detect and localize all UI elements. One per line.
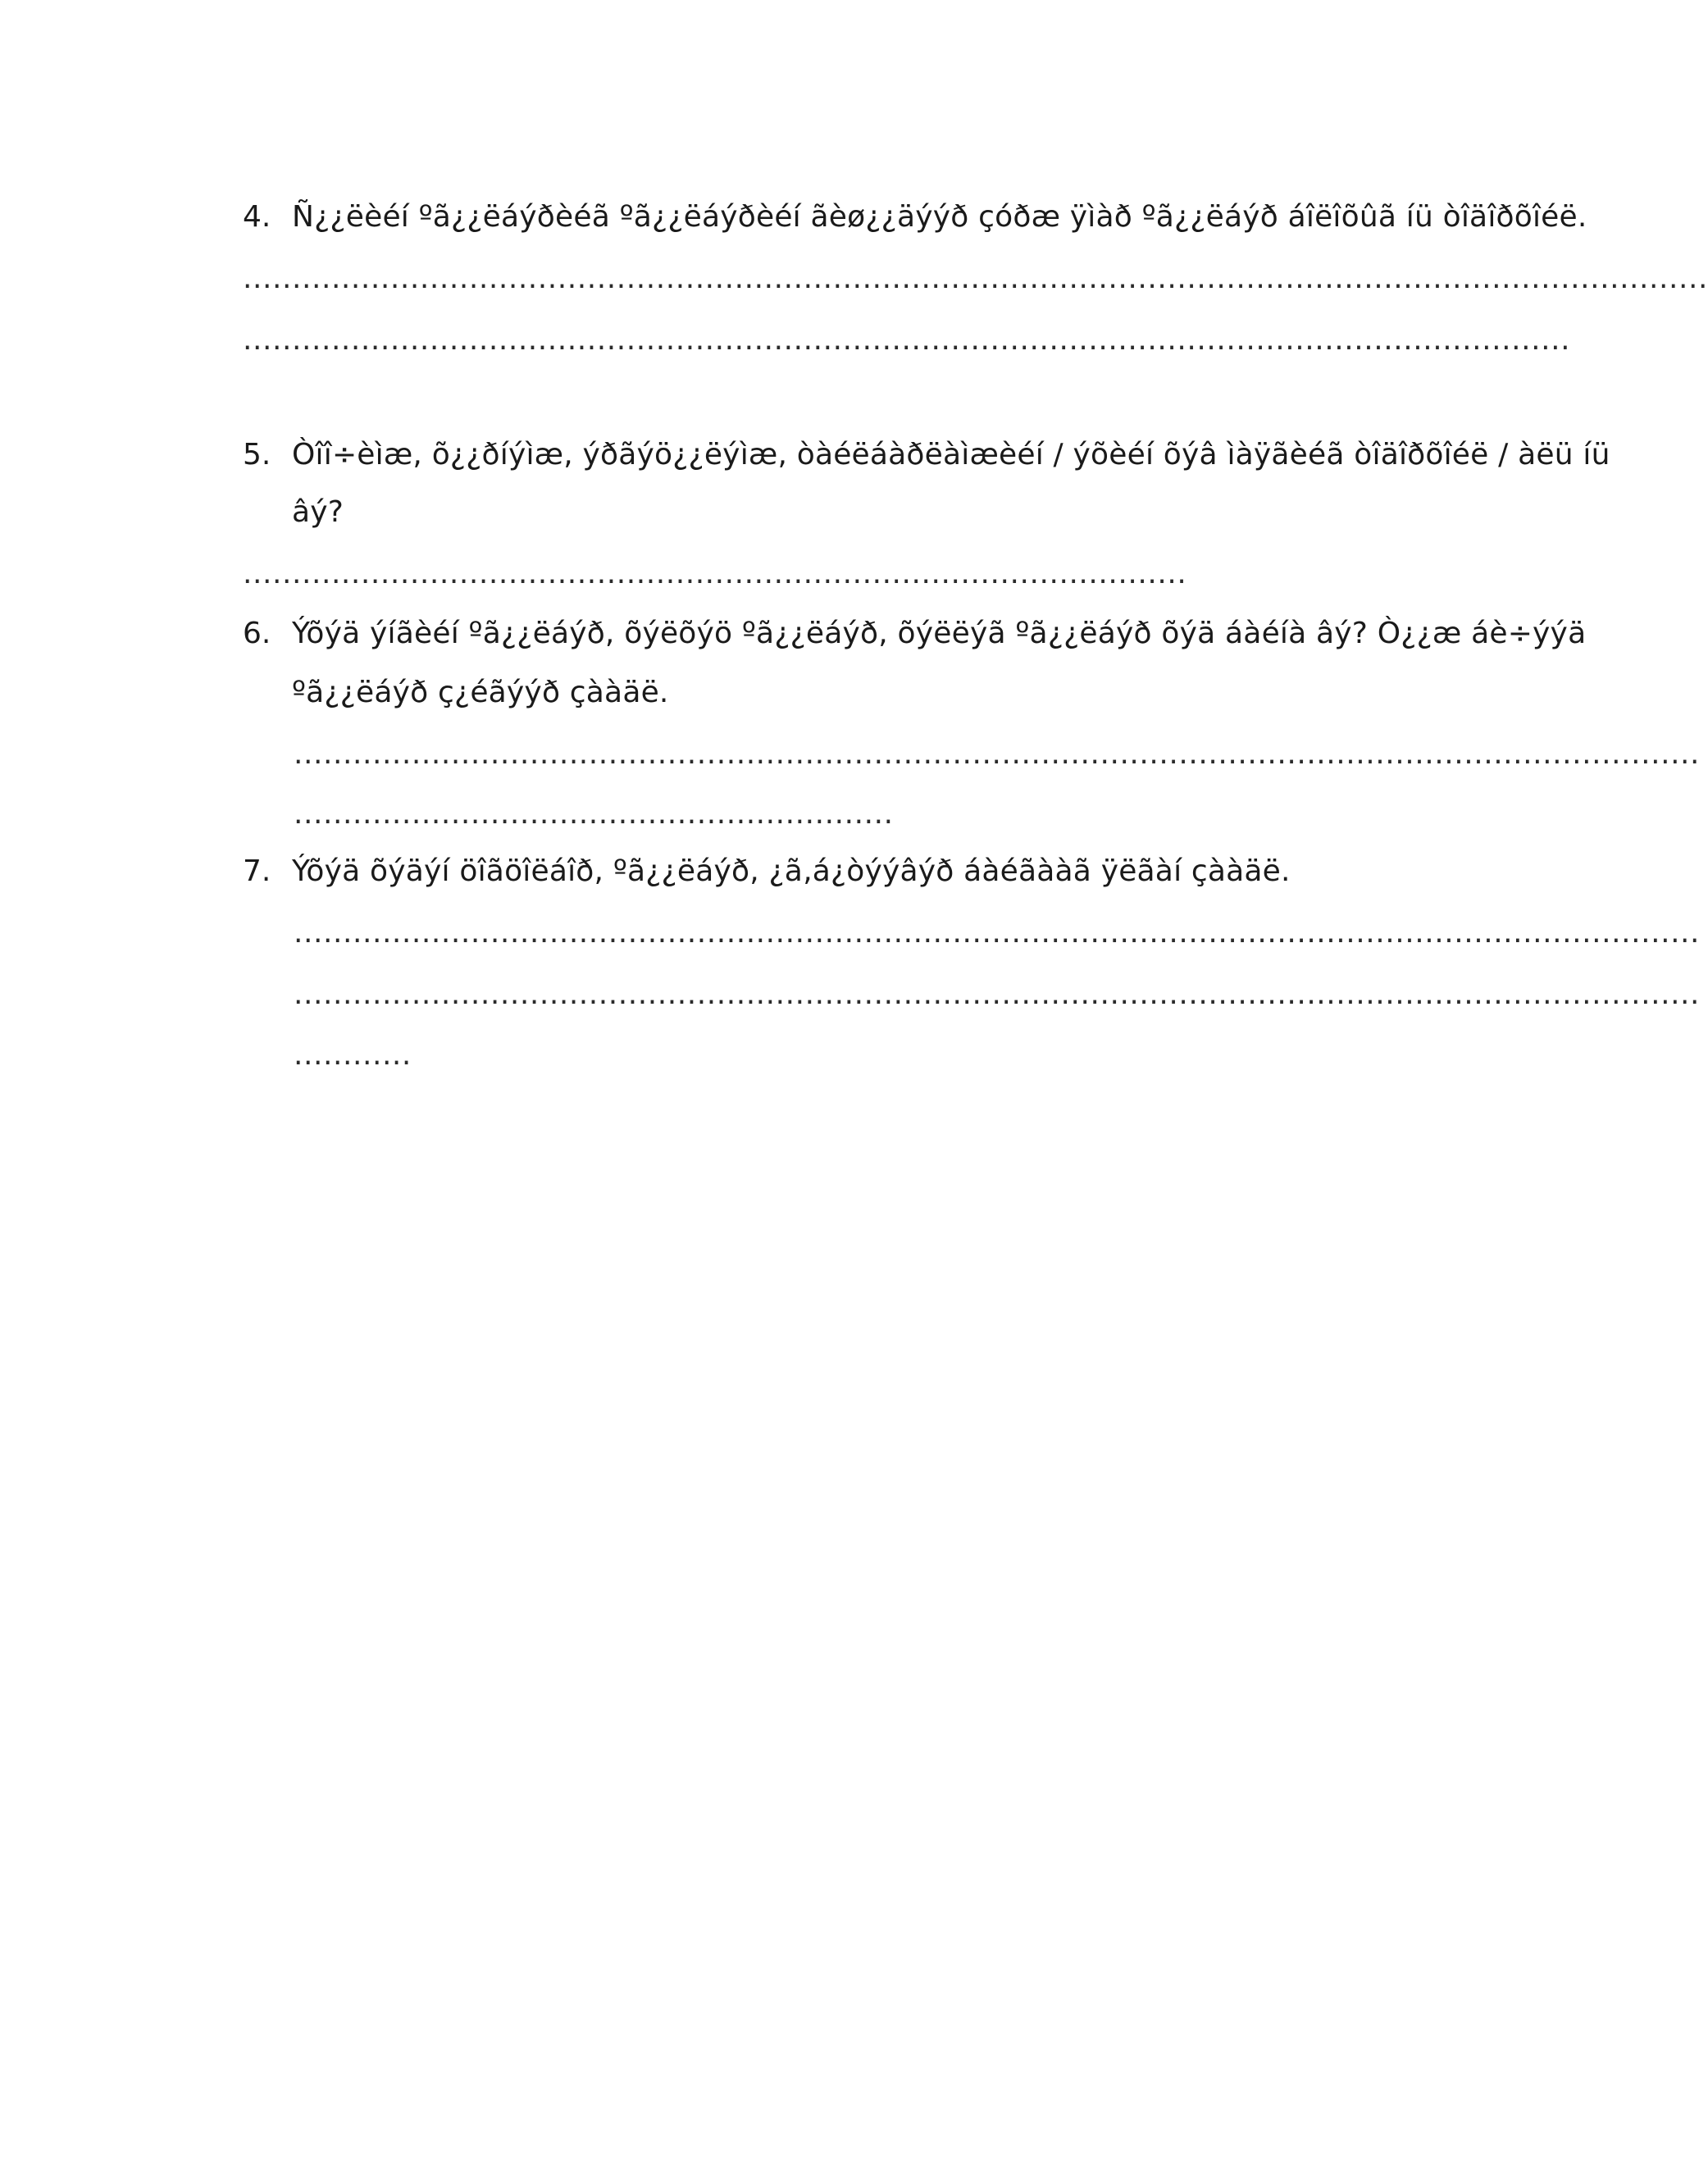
question-number-7: 7. <box>243 854 271 888</box>
answer-line-7-2[interactable]: ............................................................................................................................................... <box>294 977 1701 1011</box>
question-text-6-line-2: ºã¿¿ëáýð ç¿éãýýð çààäë. <box>292 676 669 709</box>
answer-line-6-1[interactable]: ............................................................................................................................................... <box>294 737 1701 771</box>
question-number-4: 4. <box>243 200 271 234</box>
answer-line-7-1[interactable]: ............................................................................................................................................... <box>294 916 1701 950</box>
question-text-7: Ýõýä õýäýí öîãöîëáîð, ºã¿¿ëáýð, ¿ã‚á¿òýýâýð áàéãààã ÿëãàí çààäë. <box>292 854 1291 888</box>
answer-line-4-2[interactable]: ....................................................................................................................................... <box>243 323 1571 357</box>
question-text-6-line-1: Ýõýä ýíãèéí ºã¿¿ëáýð, õýëõýö ºã¿¿ëáýð, õýëëýã ºã¿¿ëáýð õýä áàéíà âý? Ò¿¿æ áè÷ýýä <box>292 617 1587 650</box>
answer-line-4-1[interactable]: ..................................................................................................................................................... <box>243 262 1708 295</box>
question-text-5-line-2: âý? <box>292 495 344 529</box>
question-text-4: Ñ¿¿ëèéí ºã¿¿ëáýðèéã ºã¿¿ëáýðèéí ãèø¿¿äýýð çóðæ ÿìàð ºã¿¿ëáýð áîëîõûã íü òîäîðõîéë. <box>292 200 1587 234</box>
answer-line-5-1[interactable]: ................................................................................................ <box>243 557 1187 590</box>
answer-line-7-3[interactable]: ............ <box>294 1038 412 1072</box>
question-number-6: 6. <box>243 617 271 650</box>
question-text-5-line-1: Òîî÷èìæ, õ¿¿ðíýìæ, ýðãýö¿¿ëýìæ, òàéëáàðëàìæèéí / ýõèéí õýâ ìàÿãèéã òîäîðõîéë / àëü íü <box>292 438 1610 472</box>
answer-line-6-2[interactable]: ............................................................. <box>294 797 894 831</box>
question-number-5: 5. <box>243 438 271 472</box>
